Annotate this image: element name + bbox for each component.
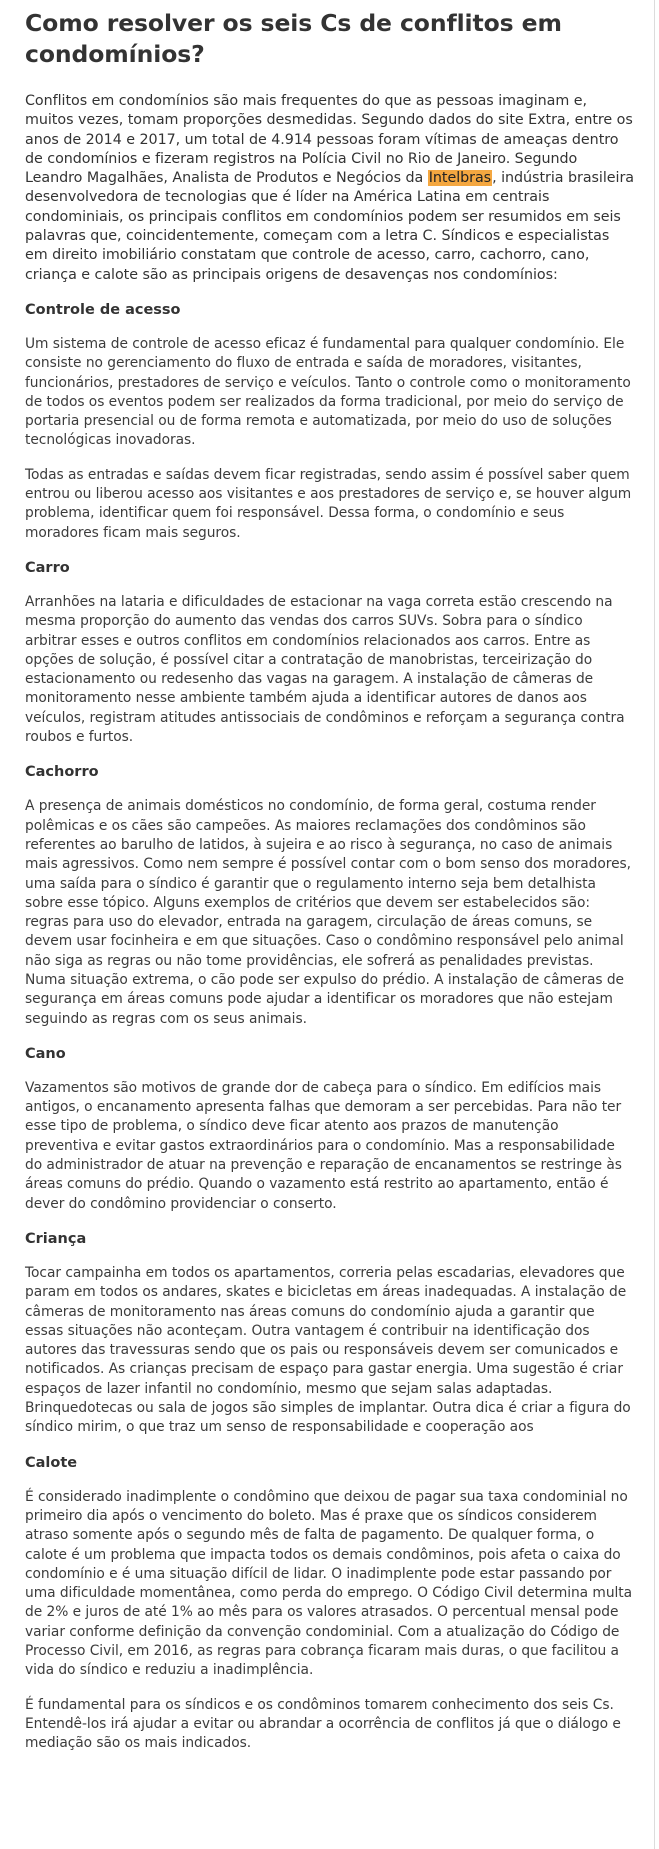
section-heading-cano: Cano: [25, 1045, 66, 1062]
section-paragraph: Todas as entradas e saídas devem ficar registradas, sendo assim é possível saber quem entrou ou liberou acesso aos visitantes e aos prestadores de serviço e, se houver algum problema, identificar quem foi responsável. Dessa forma, o condomínio e seus moradores ficam mais seguros.: [25, 466, 632, 541]
section-heading-calote: Calote: [25, 1454, 78, 1471]
article-title: Como resolver os seis Cs de conflitos em condomínios?: [25, 9, 562, 68]
closing-paragraph: É fundamental para os síndicos e os condôminos tomarem conhecimento dos seis Cs. Entendê-los irá ajudar a evitar ou abrandar a ocorrência de conflitos já que o diálogo e mediação são os mais indicados.: [25, 1696, 621, 1752]
section-paragraph: A presença de animais domésticos no condomínio, de forma geral, costuma render polêmicas e os cães são campeões. As maiores reclamações dos condôminos são referentes ao barulho de latidos, à sujeira e ao risco à segurança, no caso de animais mais agressivos. Como nem sempre é possível contar com o bom senso dos moradores, uma saída para o síndico é garantir que o regulamento interno seja bem detalhista sobre esse tópico. Alguns exemplos de critérios que devem ser estabelecidos são: regras para uso do elevador, entrada na garagem, circulação de áreas comuns, se devem usar focinheira e em que situações. Caso o condômino responsável pelo animal não siga as regras ou não tome providências, ele sofrerá as penalidades previstas. Numa situação extrema, o cão pode ser expulso do prédio. A instalação de câmeras de segurança em áreas comuns pode ajudar a identificar os moradores que não estejam seguindo as regras com os seus animais.: [25, 798, 632, 1027]
highlighted-term: Intelbras: [428, 170, 492, 187]
intro-text-end: , indústria brasileira desenvolvedora de tecnologias que é líder na América Latina em centrais condominiais, os principais conflitos em condomínios podem ser resumidos em seis palavras que, coincidentemente, começam com a letra C. Síndicos e especialistas em direito imobiliário constatam que controle de acesso, carro, cachorro, cano, criança e calote são as principais origens de desavenças nos condomínios:: [25, 170, 634, 283]
section-paragraph: Arranhões na lataria e dificuldades de estacionar na vaga correta estão crescendo na mesma proporção do aumento das vendas dos carros SUVs. Sobra para o síndico arbitrar esses e outros conflitos em condomínios relacionados aos carros. Entre as opções de solução, é possível citar a contratação de manobristas, terceirização do estacionamento ou redesenho das vagas na garagem. A instalação de câmeras de monitoramento nesse ambiente também ajuda a identificar autores de danos aos veículos, registram atitudes antissociais de condôminos e reforçam a segurança contra roubos e furtos.: [25, 593, 625, 746]
section-heading-cachorro: Cachorro: [25, 764, 99, 781]
section-paragraph: Tocar campainha em todos os apartamentos, correria pelas escadarias, elevadores que param em todos os andares, skates e bicicletas em áreas inadequadas. A instalação de câmeras de monitoramento nas áreas comuns do condomínio ajuda a garantir que essas situações não aconteçam. Outra vantagem é contribuir na identificação dos autores das travessuras sendo que os pais ou responsáveis devem ser comunicados e notificados. As crianças precisam de espaço para gastar energia. Uma sugestão é criar espaços de lazer infantil no condomínio, mesmo que sejam salas adaptadas. Brinquedotecas ou sala de jogos são simples de implantar. Outra dica é criar a figura do síndico mirim, o que traz um senso de responsabilidade e cooperação aos: [25, 1264, 631, 1436]
section-heading-controle-de-acesso: Controle de acesso: [25, 301, 181, 318]
section-paragraph: Um sistema de controle de acesso eficaz é fundamental para qualquer condomínio. Ele consiste no gerenciamento do fluxo de entrada e saída de moradores, visitantes, funcionários, prestadores de serviço e veículos. Tanto o controle como o monitoramento de todos os eventos podem ser realizados da forma tradicional, por meio do serviço de portaria presencial ou de forma remota e automatizada, por meio do uso de soluções tecnológicas inovadoras.: [25, 335, 631, 449]
intro-text-start: Conflitos em condomínios são mais frequentes do que as pessoas imaginam e, muitos vezes, tomam proporções desmedidas. Segundo dados do site Extra, entre os anos de 2014 e 2017, um total de 4.914 pessoas foram vítimas de ameaças dentro de condomínios e fizeram registros na Polícia Civil no Rio de Janeiro. Segundo Leandro Magalhães, Analista de Produtos e Negócios da: [25, 93, 633, 187]
intro-paragraph: [25, 92, 635, 285]
section-heading-carro: Carro: [25, 559, 70, 576]
section-paragraph: Vazamentos são motivos de grande dor de cabeça para o síndico. Em edifícios mais antigos, o encanamento apresenta falhas que demoram a ser percebidas. Para não ter esse tipo de problema, o síndico deve ficar atento aos prazos de manutenção preventiva e evitar gastos extraordinários para o condomínio. Mas a responsabilidade do administrador de atuar na prevenção e reparação de encanamentos se restringe às áreas comuns do prédio. Quando o vazamento está restrito ao apartamento, então é dever do condômino providenciar o conserto.: [25, 1079, 622, 1212]
section-heading-crianca: Criança: [25, 1230, 87, 1247]
section-paragraph: É considerado inadimplente o condômino que deixou de pagar sua taxa condominial no primeiro dia após o vencimento do boleto. Mas é praxe que os síndicos considerem atraso somente após o segundo mês de falta de pagamento. De qualquer forma, o calote é um problema que impacta todos os demais condôminos, pois afeta o caixa do condomínio e é uma situação difícil de lidar. O inadimplente pode estar passando por uma dificuldade momentânea, como perda do emprego. O Código Civil determina multa de 2% e juros de até 1% ao mês para os valores atrasados. O percentual mensal pode variar conforme definição da convenção condominial. Com a atualização do Código de Processo Civil, em 2016, as regras para cobrança ficaram mais duras, o que facilitou a vida do síndico e reduziu a inadimplência.: [25, 1488, 633, 1679]
